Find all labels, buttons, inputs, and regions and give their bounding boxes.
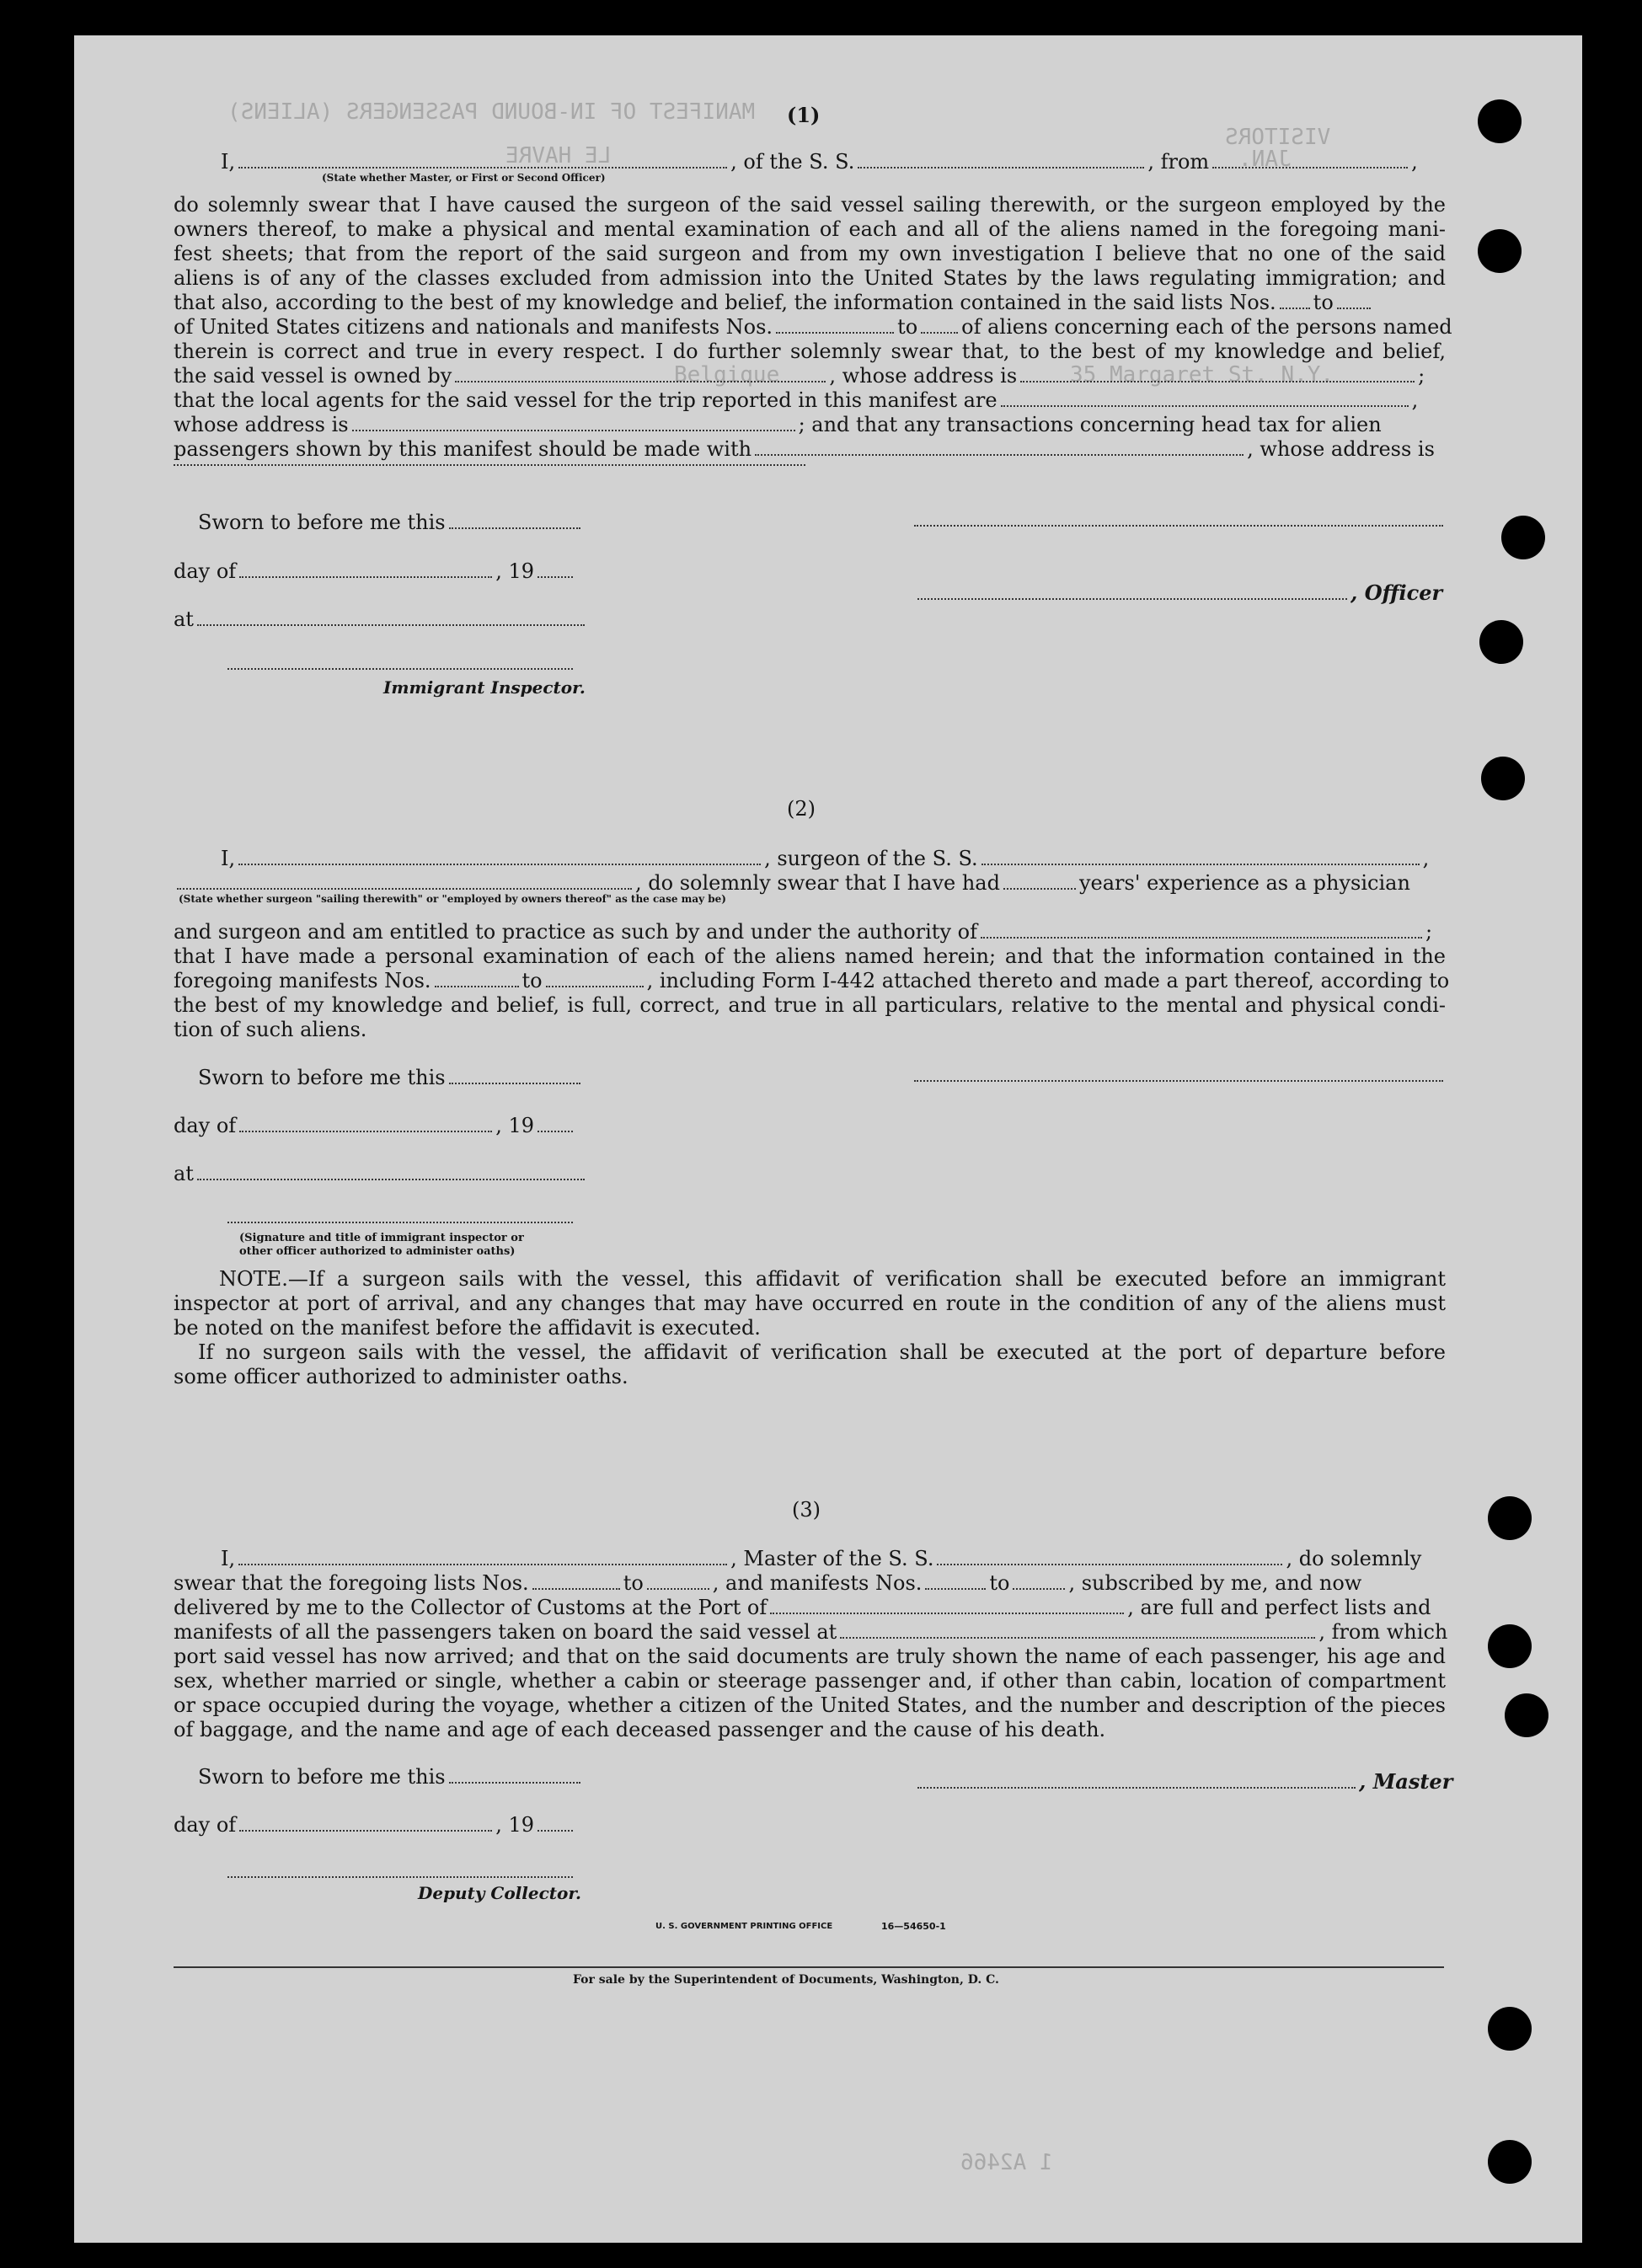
s1-l11b: , whose address is <box>1247 437 1435 461</box>
year-field[interactable] <box>538 561 573 578</box>
head-tax-address-field[interactable] <box>174 464 805 466</box>
s2-sworn-day-field[interactable] <box>449 1067 580 1084</box>
officer-label: , Officer <box>1351 580 1443 605</box>
s2-19: , 19 <box>495 1114 534 1137</box>
s1-l9a: that the local agents for the said vessel for the trip reported in this manifest are <box>174 388 998 412</box>
s1-19: , 19 <box>495 559 534 583</box>
s1-l9b: , <box>1411 388 1419 412</box>
section-number: (2) <box>787 797 816 821</box>
surgeon-name-field[interactable] <box>238 848 761 865</box>
punch-hole <box>1488 2140 1532 2184</box>
officer-line <box>914 580 1442 606</box>
s2-l3a: and surgeon and am entitled to practice as such by and under the authority of <box>174 920 977 944</box>
place-field[interactable] <box>197 609 585 626</box>
s2-line-6: the best of my knowledge and belief, is full, correct, and true in all particulars, relative to the mental and physical condi- <box>174 993 1446 1017</box>
s2-l3b: ; <box>1425 920 1433 944</box>
s3-line-4 <box>174 1620 1447 1645</box>
punch-hole <box>1481 757 1525 800</box>
s2-line-1 <box>221 846 1429 871</box>
s3-text-last: of baggage, and the name and age of each deceased passenger and the cause of his death. <box>174 1718 1106 1741</box>
s3-vessel-field[interactable] <box>937 1549 1282 1565</box>
s1-l10b: ; and that any transactions concerning head tax for alien <box>798 413 1382 436</box>
manifest-from-field[interactable] <box>776 317 894 334</box>
s3-dayof-label: day of <box>174 1813 237 1837</box>
s2-l2a: , do solemnly swear that I have had <box>635 871 1000 895</box>
section-number: (3) <box>792 1498 821 1522</box>
s1-l11a: passengers shown by this manifest should be made with <box>174 437 752 461</box>
s3-sworn <box>198 1764 584 1789</box>
s1-line-8 <box>174 364 1425 388</box>
label-master-of-ss: , Master of the S. S. <box>730 1547 934 1570</box>
surgeon-signature-line[interactable] <box>914 1080 1443 1082</box>
s3-l4b: , from which <box>1318 1620 1448 1644</box>
s1-text-line: aliens is of any of the classes excluded from admission into the United States by the laws regulating immigration; and <box>174 266 1446 290</box>
label-of-ss: , of the S. S. <box>730 150 855 174</box>
label-to: to <box>897 315 918 339</box>
s3-line-1 <box>221 1547 1421 1571</box>
s3-line-2 <box>174 1571 1361 1596</box>
punch-hole <box>1505 1693 1548 1737</box>
agents-field[interactable] <box>1001 390 1409 407</box>
punch-hole <box>1479 620 1523 664</box>
s3-l1c: , do solemnly <box>1286 1547 1422 1570</box>
list-to-field[interactable] <box>1337 292 1371 309</box>
punch-hole <box>1478 229 1522 273</box>
s1-line-1: I, , of the S. S. , from , <box>221 150 1418 174</box>
officer-signature-field[interactable] <box>917 583 1347 600</box>
s3-year-field[interactable] <box>538 1815 573 1832</box>
s1-sworn-label: Sworn to before me this <box>198 511 446 534</box>
note2-line-1: If no surgeon sails with the vessel, the affidavit of verification shall be executed at the port of departure before <box>198 1340 1446 1364</box>
s1-day <box>174 559 576 584</box>
embark-port-field[interactable] <box>840 1622 1315 1639</box>
s1-text-line: fest sheets; that from the report of the said surgeon and from my own investigation I believe that no one of the said <box>174 242 1446 265</box>
s1-at <box>174 607 588 632</box>
s3-line-3 <box>174 1596 1431 1620</box>
owner-address-field[interactable] <box>1020 366 1415 382</box>
punch-hole <box>1488 1496 1532 1540</box>
master-line <box>914 1769 1452 1795</box>
s1-l5a: that also, according to the best of my knowledge and belief, the information contained in the said lists Nos. <box>174 291 1276 314</box>
s3-l2a: swear that the foregoing lists Nos. <box>174 1571 529 1595</box>
s2-manifest-to-field[interactable] <box>546 971 644 987</box>
s2-line-7: tion of such aliens. <box>174 1018 367 1041</box>
s1-dayof-label: day of <box>174 559 237 583</box>
s3-l2c: , and manifests Nos. <box>712 1571 923 1595</box>
ghost-name: LE HAVRE <box>505 143 612 168</box>
s3-month-field[interactable] <box>239 1815 492 1832</box>
s2-day <box>174 1113 576 1138</box>
s3-text-line: sex, whether married or single, whether a cabin or steerage passenger and, if other than cabin, location of compartment <box>174 1669 1446 1693</box>
s3-sworn-day-field[interactable] <box>449 1767 580 1784</box>
s2-at <box>174 1161 588 1186</box>
s2-l2b: years' experience as a physician <box>1078 871 1410 895</box>
master-name-field[interactable] <box>238 1549 727 1565</box>
month-field[interactable] <box>239 561 492 578</box>
sig-note-1: (Signature and title of immigrant inspector or <box>239 1232 524 1244</box>
surgeon-state-note: (State whether surgeon "sailing therewith" or "employed by owners thereof" as the case may be) <box>179 893 726 905</box>
s3-l2e: , subscribed by me, and now <box>1068 1571 1362 1595</box>
deputy-collector-label: Deputy Collector. <box>418 1883 582 1903</box>
master-label: , Master <box>1359 1769 1453 1794</box>
port-field[interactable] <box>770 1597 1124 1614</box>
s1-line-6 <box>174 315 1452 340</box>
s3-list-from-field[interactable] <box>532 1573 620 1590</box>
s3-text-line: port said vessel has now arrived; and that on the said documents are truly shown the name of each passenger, his age and <box>174 1645 1446 1668</box>
vessel-name-field[interactable] <box>858 152 1144 168</box>
s3-sworn-label: Sworn to before me this <box>198 1765 446 1789</box>
s3-l3a: delivered by me to the Collector of Customs at the Port of <box>174 1596 768 1619</box>
punch-hole <box>1488 1624 1532 1668</box>
s1-l8b: , whose address is <box>829 364 1018 388</box>
footer-rule <box>174 1966 1444 1968</box>
authority-field[interactable] <box>981 922 1422 939</box>
s2-dayof-label: day of <box>174 1114 237 1137</box>
officer-signature-line[interactable] <box>914 525 1443 527</box>
ghost-title: MANIFEST OF IN-BOUND PASSENGERS (ALIENS) <box>227 99 756 125</box>
s1-line-10 <box>174 413 1382 437</box>
label-i: I, <box>221 1547 236 1570</box>
master-signature-field[interactable] <box>917 1772 1356 1789</box>
s3-list-to-field[interactable] <box>647 1573 709 1590</box>
manifest-to-field[interactable] <box>921 317 958 334</box>
label-to: to <box>623 1571 644 1595</box>
officer-name-field[interactable] <box>238 152 727 168</box>
label-from: , from <box>1147 150 1210 174</box>
state-note: (State whether Master, or First or Second Officer) <box>322 172 606 184</box>
agents-address-field[interactable] <box>352 415 795 431</box>
immigrant-inspector-label: Immigrant Inspector. <box>383 677 586 698</box>
head-tax-field[interactable] <box>755 439 1244 456</box>
inspector-signature-line[interactable] <box>227 668 573 670</box>
s2-inspector-signature-line[interactable] <box>227 1222 573 1223</box>
s1-l10a: whose address is <box>174 413 349 436</box>
years-field[interactable] <box>1003 873 1076 890</box>
list-from-field[interactable] <box>1280 292 1310 309</box>
s1-at-label: at <box>174 607 194 631</box>
s2-line-5 <box>174 969 1449 993</box>
label-to: to <box>989 1571 1010 1595</box>
label-to: to <box>1313 291 1334 314</box>
s3-text-line: or space occupied during the voyage, whether a citizen of the United States, and the number and description of the pieces <box>174 1693 1446 1717</box>
s3-l4a: manifests of all the passengers taken on board the said vessel at <box>174 1620 837 1644</box>
gpo-imprint: U. S. GOVERNMENT PRINTING OFFICE <box>655 1922 833 1931</box>
s3-manifest-to-field[interactable] <box>1013 1573 1065 1590</box>
s2-at-label: at <box>174 1162 194 1185</box>
s2-line-3 <box>174 920 1432 944</box>
s1-sworn <box>198 510 584 535</box>
note-text: —If a surgeon sails with the vessel, this affidavit of verification shall be executed before an immigrant <box>287 1267 1446 1291</box>
form-number: 16—54650-1 <box>881 1921 946 1932</box>
label-to: to <box>521 969 543 992</box>
s1-line-9 <box>174 388 1418 413</box>
punch-hole <box>1488 2007 1532 2051</box>
ghost-date: JAN. <box>1238 147 1292 172</box>
s3-manifest-from-field[interactable] <box>925 1573 986 1590</box>
s1-text-line: do solemnly swear that I have caused the surgeon of the said vessel sailing therewith, or the surgeon employed by the <box>174 193 1446 217</box>
s1-line-7: therein is correct and true in every respect. I do further solemnly swear that, to the best of my knowledge and belief, <box>174 340 1446 363</box>
sale-notice: For sale by the Superintendent of Documents, Washington, D. C. <box>573 1973 999 1987</box>
s2-line-4: that I have made a personal examination of each of the aliens named herein; and that the information contained in the <box>174 944 1446 968</box>
sig-note-2: other officer authorized to administer oaths) <box>239 1245 516 1258</box>
s2-vessel-field[interactable] <box>981 848 1420 865</box>
s2-line-2 <box>174 870 1410 896</box>
punch-hole <box>1478 99 1522 143</box>
s2-l5a: foregoing manifests Nos. <box>174 969 431 992</box>
s2-manifest-from-field[interactable] <box>435 971 519 987</box>
ghost-address: 35 Margaret St. N.Y. <box>1070 362 1334 388</box>
ghost-visitors: VISITORS <box>1225 125 1331 150</box>
s1-l6a: of United States citizens and nationals and manifests Nos. <box>174 315 773 339</box>
s2-place-field[interactable] <box>197 1163 585 1180</box>
s2-l5c: , including Form I-442 attached thereto and made a part thereof, according to <box>646 969 1450 992</box>
s2-comma: , <box>1422 847 1430 870</box>
deputy-signature-line[interactable] <box>227 1876 573 1878</box>
s1-text-line: owners thereof, to make a physical and mental examination of each and all of the aliens named in the foregoing mani- <box>174 217 1446 241</box>
s2-sworn <box>198 1065 584 1090</box>
s1-l8c: ; <box>1418 364 1425 388</box>
s1-l6c: of aliens concerning each of the persons named <box>961 315 1452 339</box>
label-surgeon-of-ss: , surgeon of the S. S. <box>764 847 978 870</box>
s3-l3b: , are full and perfect lists and <box>1127 1596 1431 1619</box>
label-i: I, <box>221 150 236 174</box>
note-line-1 <box>219 1267 1446 1292</box>
note-label: NOTE. <box>219 1267 288 1291</box>
s2-year-field[interactable] <box>538 1115 573 1132</box>
section-number: (1) <box>787 103 821 127</box>
s3-day <box>174 1812 576 1837</box>
label-i: I, <box>221 847 236 870</box>
sworn-day-field[interactable] <box>449 512 580 529</box>
s1-l8a: the said vessel is owned by <box>174 364 452 388</box>
note2-line-2: some officer authorized to administer oaths. <box>174 1365 628 1388</box>
owner-field[interactable] <box>455 366 826 382</box>
ghost-bottom: 1 A2466 <box>960 2150 1053 2175</box>
from-port-field[interactable] <box>1212 152 1408 168</box>
note-line-3: be noted on the manifest before the affidavit is executed. <box>174 1316 761 1340</box>
ghost-owner: Belgique <box>674 362 780 388</box>
surgeon-status-field[interactable] <box>177 873 632 890</box>
s2-sworn-label: Sworn to before me this <box>198 1066 446 1089</box>
s1-line-11 <box>174 437 1435 462</box>
note-line-2: inspector at port of arrival, and any changes that may have occurred en route in the condition of any of the aliens must <box>174 1292 1446 1315</box>
s3-19: , 19 <box>495 1813 534 1837</box>
s2-month-field[interactable] <box>239 1115 492 1132</box>
s1-line-5 <box>174 291 1374 315</box>
punch-hole <box>1501 516 1545 559</box>
